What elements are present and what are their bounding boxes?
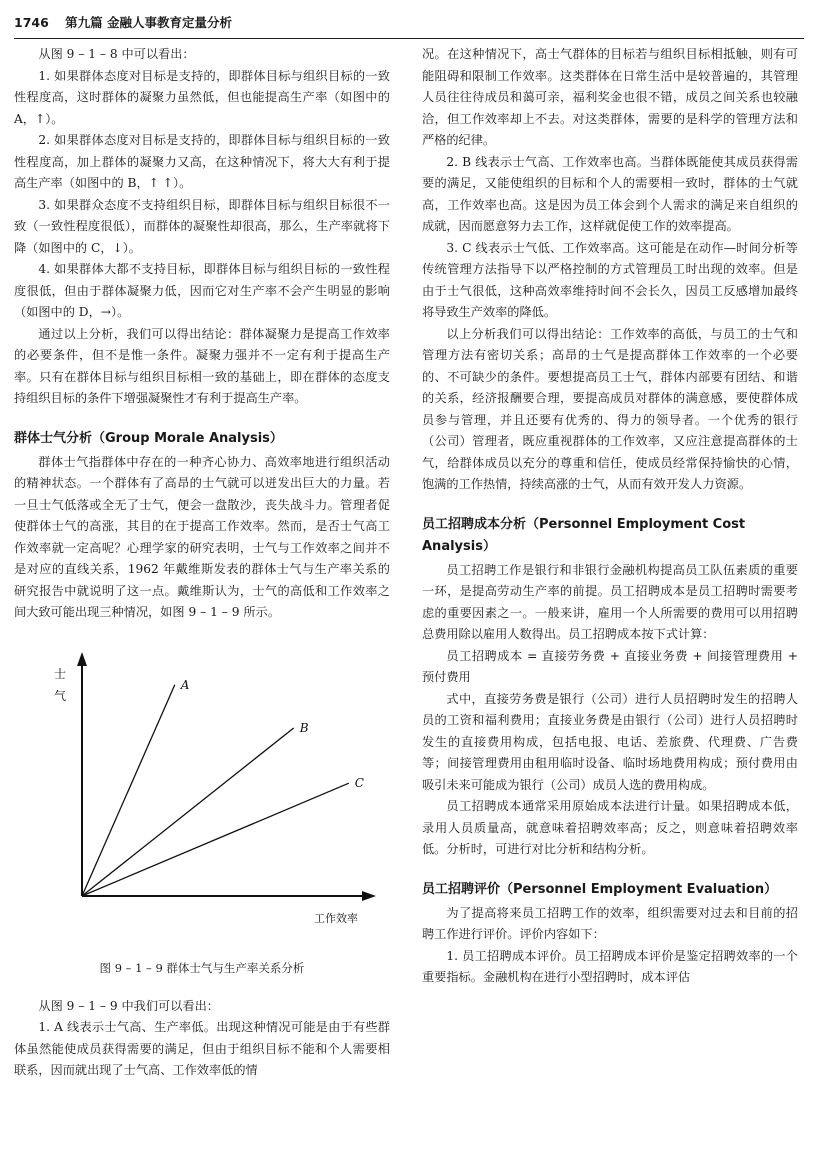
line-b	[82, 728, 294, 896]
paragraph: 通过以上分析，我们可以得出结论：群体凝聚力是提高工作效率的必要条件，但不是惟一条件。凝聚力强并不一定有利于提高生产率。只有在群体目标与组织目标相一致的基础上，即在群体的态度支持组织目标的条件下增强凝聚性才有利于提高生产率。	[14, 326, 390, 405]
paragraph: 3. 如果群众态度不支持组织目标，即群体目标与组织目标很不一致（一致性程度很低），而群体的凝聚性却很高，那么，生产率就将下降（如图中的 C，↓）。	[14, 197, 390, 255]
paragraph: 以上分析我们可以得出结论：工作效率的高低，与员工的士气和管理方法有密切关系；高昂的士气是提高群体工作效率的一个必要的、不可缺少的条件。要想提高员工士气，群体内部要有团结、和谐的关系，经济报酬要合理，要提高成员对群体的满意感，要使群体成员参与管理，并且还要有优秀的、得力的领导者。一个优秀的银行（公司）管理者，既应重视群体的工作效率，又应注意提高群体的士气，给群体成员以充分的尊重和信任，使成员经常保持愉快的心情，饱满的工作热情，持续高涨的士气，从而有效开发人力资源。	[422, 326, 798, 491]
paragraph: 员工招聘工作是银行和非银行金融机构提高员工队伍素质的重要一环，是提高劳动生产率的前提。员工招聘成本是员工招聘时需要考虑的重要因素之一。一般来讲，雇用一个人所需要的费用可以用招聘总费用除以雇用人数得出。员工招聘成本按下式计算：	[422, 562, 798, 641]
left-column	[14, 44, 390, 1082]
line-label-b: B	[299, 720, 309, 735]
paragraph: 式中，直接劳务费是银行（公司）进行人员招聘时发生的招聘人员的工资和福利费用；直接业务费是由银行（公司）进行人员招聘时发生的直接费用构成，包括电报、电话、差旅费、代理费、广告费等；间接管理费用由租用临时设备、临时场地费用构成；预付费用由吸引未来可能成为银行（公司）成员人选的费用构成。	[422, 691, 798, 792]
section-heading-morale: 群体士气分析（Group Morale Analysis）	[14, 430, 283, 446]
line-c	[82, 783, 349, 896]
paragraph: 4. 如果群体大都不支持目标，即群体目标与组织目标的一致性程度很低，但由于群体凝聚力低，因而它对生产率不会产生明显的影响（如图中的 D，→）。	[14, 262, 390, 319]
y-axis-label: 气	[54, 688, 67, 703]
paragraph: 1. 如果群体态度对目标是支持的，即群体目标与组织目标的一致性程度高，这时群体的凝聚力虽然低，但也能提高生产率（如图中的 A，↑）。	[14, 68, 390, 126]
figure-caption: 图 9 – 1 – 9 群体士气与生产率关系分析	[99, 960, 305, 975]
paragraph: 为了提高将来员工招聘工作的效率，组织需要对过去和目前的招聘工作进行评价。评价内容如下：	[422, 905, 798, 941]
formula: 员工招聘成本 = 直接劳务费 + 直接业务费 + 间接管理费用 + 预付费用	[422, 648, 798, 684]
line-a	[82, 684, 175, 895]
paragraph: 员工招聘成本通常采用原始成本法进行计量。如果招聘成本低，录用人员质量高，就意味着招聘效率高；反之，则意味着招聘效率低。分析时，可进行对比分析和结构分析。	[422, 799, 798, 856]
paragraph: 从图 9 – 1 – 9 中我们可以看出：	[38, 998, 219, 1013]
paragraph: 2. B 线表示士气高、工作效率也高。当群体既能使其成员获得需要的满足，又能使组织的目标和个人的需要相一致时，群体的士气就高，工作效率也高。这是因为员工体会到个人需求的满足来自组织的成就，因而愿意努力去工作，这样就促使工作的效率提高。	[422, 154, 798, 233]
morale-productivity-diagram	[14, 634, 390, 954]
page-number: 1746	[14, 15, 49, 30]
paragraph: 况。在这种情况下，高士气群体的目标若与组织目标相抵触，则有可能阻碍和限制工作效率。这类群体在日常生活中是较普遍的，其管理人员往往待成员和蔼可亲，福利奖金也很不错，成员之间关系也较融洽，但工作效率却上不去。对这类群体，需要的是科学的管理方法和严格的纪律。	[422, 47, 798, 147]
figure-morale-productivity	[14, 634, 390, 954]
line-label-a: A	[180, 677, 190, 692]
paragraph: 3. C 线表示士气低、工作效率高。这可能是在动作—时间分析等传统管理方法指导下以严格控制的方式管理员工时出现的效率。但是由于士气很低，这种高效率维持时间不会长久，因员工反感增加最终将导致生产效率的降低。	[422, 240, 798, 319]
paragraph: 2. 如果群体态度对目标是支持的，即群体目标与组织目标的一致性程度高，加上群体的凝聚力又高，在这种情况下，将大大有利于提高生产率（如图中的 B，↑ ↑）。	[14, 133, 390, 190]
y-axis-label: 士	[54, 666, 67, 681]
paragraph: 1. 员工招聘成本评价。员工招聘成本评价是鉴定招聘效率的一个重要指标。金融机构在进行小型招聘时，成本评估	[422, 948, 798, 984]
x-axis-label: 工作效率	[314, 911, 358, 925]
running-header	[14, 12, 804, 39]
paragraph: 1. A 线表示士气高、生产率低。出现这种情况可能是由于有些群体虽然能使成员获得需要的满足，但由于组织目标不能和个人需要相联系，因而就出现了士气高、工作效率低的情	[14, 1020, 390, 1077]
y-axis-arrow	[77, 652, 87, 666]
section-heading-cost: 员工招聘成本分析（Personnel Employment Cost Analysis）	[422, 516, 746, 554]
section-heading-evaluation: 员工招聘评价（Personnel Employment Evaluation）	[422, 881, 778, 897]
right-column	[422, 44, 798, 989]
paragraph: 群体士气指群体中存在的一种齐心协力、高效率地进行组织活动的精神状态。一个群体有了高昂的士气就可以迸发出巨大的力量。若一旦士气低落或全无了士气，便会一盘散沙，丧失战斗力。管理者促使群体士气的高涨，其目的在于提高工作效率。然而，是否士气高工作效率就一定高呢？心理学家的研究表明，士气与工作效率之间并不是对应的直线关系，1962 年戴维斯发表的群体士气与生产率关系的研究报告中就说明了这一点。戴维斯认为，士气的高低和工作效率之间大致可能出现三种情况，如图 9 – 1 – 9 所示。	[14, 454, 390, 619]
x-axis-arrow	[362, 891, 376, 901]
chapter-title: 第九篇 金融人事教育定量分析	[65, 15, 233, 30]
paragraph: 从图 9 – 1 – 8 中可以看出：	[38, 47, 195, 61]
line-label-c: C	[354, 775, 364, 790]
